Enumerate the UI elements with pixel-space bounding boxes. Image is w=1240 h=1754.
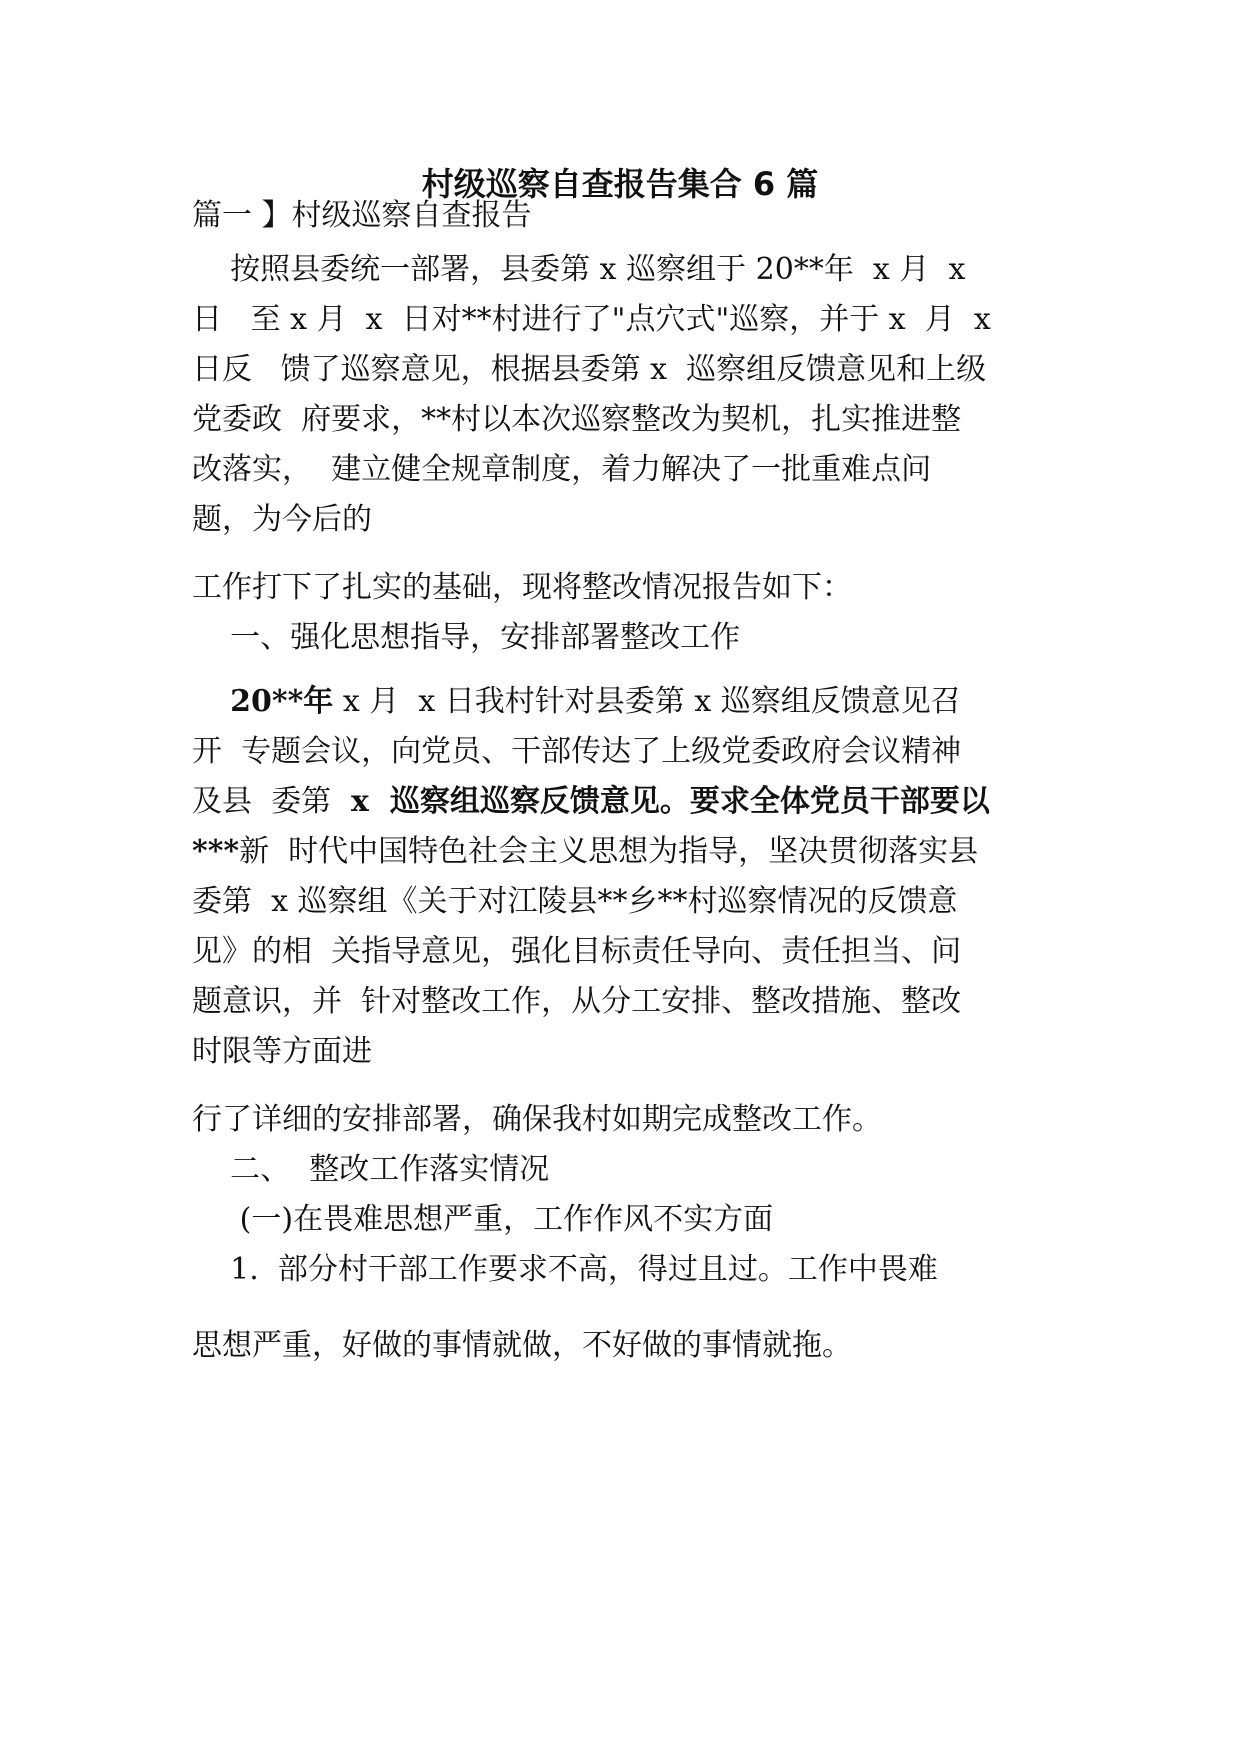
body-line: 1. 部分村干部工作要求不高，得过且过。工作中畏难 xyxy=(192,1252,938,1287)
body-line-rest: 新 时代中国特色社会主义思想为指导，坚决贯彻落实县 xyxy=(239,834,979,869)
bold-stars: *** xyxy=(192,834,240,869)
bold-text: x 巡察组巡察反馈意见。要求全体党员干部要以 xyxy=(340,784,990,819)
body-line: 日 至 x 月 x 日对**村进行了"点穴式"巡察，并于 x 月 x xyxy=(192,302,991,337)
body-line: 改落实， 建立健全规章制度，着力解决了一批重难点问 xyxy=(192,452,932,487)
subheading: (一)在畏难思想严重，工作作风不实方面 xyxy=(192,1202,774,1237)
body-line-rest: x 月 x 日我村针对县委第 x 巡察组反馈意见召 xyxy=(333,684,961,719)
body-line: 开 专题会议，向党员、干部传达了上级党委政府会议精神 xyxy=(192,734,962,769)
document-title: 村级巡察自查报告集合 6 篇 xyxy=(421,165,819,203)
body-line: 行了详细的安排部署，确保我村如期完成整改工作。 xyxy=(192,1102,882,1137)
body-line xyxy=(192,832,978,872)
body-line: 时限等方面进 xyxy=(192,1034,372,1069)
section-heading: 篇一 】村级巡察自查报告 xyxy=(192,198,532,233)
bold-date: 20**年 xyxy=(230,684,334,719)
body-line: 党委政 府要求，**村以本次巡察整改为契机，扎实推进整 xyxy=(192,402,962,437)
body-line: 委第 x 巡察组《关于对江陵县**乡**村巡察情况的反馈意 xyxy=(192,884,958,919)
body-line: 日反 馈了巡察意见，根据县委第 x 巡察组反馈意见和上级 xyxy=(192,352,987,387)
body-line-start: 及县 委第 xyxy=(192,784,341,819)
body-line: 按照县委统一部署，县委第 x 巡察组于 20**年 x 月 x xyxy=(192,252,966,287)
body-line xyxy=(192,682,961,722)
body-line: 工作打下了扎实的基础，现将整改情况报告如下： xyxy=(192,570,852,605)
body-line: 题，为今后的 xyxy=(192,502,372,537)
body-line: 思想严重，好做的事情就做，不好做的事情就拖。 xyxy=(192,1328,852,1363)
subheading: 二、 整改工作落实情况 xyxy=(192,1152,550,1187)
body-line: 题意识，并 针对整改工作，从分工安排、整改措施、整改 xyxy=(192,984,962,1019)
body-line: 见》的相 关指导意见，强化目标责任导向、责任担当、问 xyxy=(192,934,962,969)
body-line xyxy=(192,782,990,822)
subheading: 一、强化思想指导，安排部署整改工作 xyxy=(192,620,741,655)
